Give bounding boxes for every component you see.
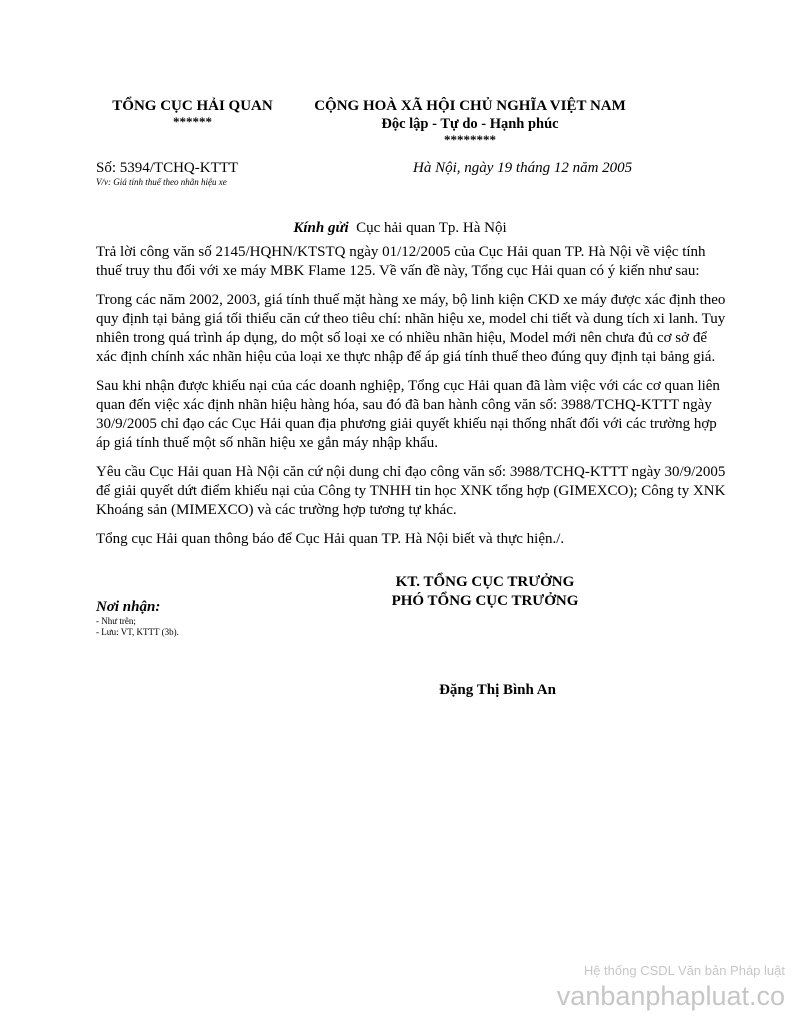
document-subject: V/v: Giá tính thuế theo nhãn hiệu xe bbox=[96, 177, 227, 187]
receivers-title: Nơi nhận: bbox=[96, 599, 161, 615]
watermark bbox=[500, 963, 785, 1011]
receivers-block bbox=[96, 599, 179, 638]
nation-stars: ******** bbox=[444, 132, 496, 147]
signer-title-line1: KT. TỔNG CỤC TRƯỞNG bbox=[395, 574, 575, 590]
recipient-label: Kính gửi bbox=[293, 220, 349, 236]
paragraph: Trong các năm 2002, 2003, giá tính thuế mặt hàng xe máy, bộ linh kiện CKD xe máy được xác định theo quy định tại bảng giá tối thiểu căn cứ theo tiêu chí: nhãn hiệu xe, model chi tiết và dung tích xi lanh. Tuy nhiên trong quá trình áp dụng, do một số loại xe có nhiều nhãn hiệu, Model mới nên chưa đủ cơ sở để xác định chính xác nhãn hiệu của loại xe thực nhập để áp giá tính thuế theo đúng quy định tại bảng giá. bbox=[96, 292, 726, 365]
agency-block bbox=[95, 98, 290, 129]
paragraph: Tổng cục Hải quan thông báo để Cục Hải quan TP. Hà Nội biết và thực hiện./. bbox=[96, 531, 565, 547]
recipient-name: Cục hải quan Tp. Hà Nội bbox=[356, 220, 507, 236]
paragraph: Sau khi nhận được khiếu nại của các doanh nghiệp, Tổng cục Hải quan đã làm việc với các cơ quan liên quan đến việc xác định nhãn hiệu hàng hóa, sau đó đã ban hành công văn số: 3988/TCHQ-KTTT ngày 30/9/2005 chỉ đạo các Cục Hải quan địa phương giải quyết khiếu nại thống nhất đối với các trường hợp áp giá tính thuế một số nhãn hiệu xe gắn máy nhập khẩu. bbox=[96, 378, 720, 451]
watermark-line1: Hệ thống CSDL Văn bản Pháp luật bbox=[583, 963, 785, 978]
document-number: Số: 5394/TCHQ-KTTT bbox=[96, 160, 239, 176]
agency-stars: ****** bbox=[173, 114, 212, 129]
receiver-item: - Như trên; bbox=[96, 616, 136, 626]
paragraph: Yêu cầu Cục Hải quan Hà Nội căn cứ nội dung chỉ đạo công văn số: 3988/TCHQ-KTTT ngày 30/9/2005 để giải quyết dứt điểm khiếu nại của Công ty TNHH tin học XNK tổng hợp (GIMEXCO); Công ty XNK Khoáng sản (MIMEXCO) và các trường hợp tương tự khác. bbox=[96, 464, 726, 518]
motto: Độc lập - Tự do - Hạnh phúc bbox=[381, 116, 559, 132]
paragraph: Trả lời công văn số 2145/HQHN/KTSTQ ngày 01/12/2005 của Cục Hải quan TP. Hà Nội về việc tính thuế truy thu đối với xe máy MBK Flame 125. Về vấn đề này, Tổng cục Hải quan có ý kiến như sau: bbox=[96, 244, 706, 279]
signer-title bbox=[380, 573, 590, 611]
agency-name: TỔNG CỤC HẢI QUAN bbox=[112, 98, 273, 114]
recipient-line bbox=[0, 220, 800, 237]
document-body bbox=[96, 243, 728, 559]
watermark-line2: vanbanphapluat.co bbox=[556, 981, 785, 1011]
receiver-item: - Lưu: VT, KTTT (3b). bbox=[96, 627, 179, 637]
nation-name: CỘNG HOÀ XÃ HỘI CHỦ NGHĨA VIỆT NAM bbox=[314, 98, 626, 114]
nation-block bbox=[298, 98, 642, 147]
signer-name: Đặng Thị Bình An bbox=[439, 682, 556, 698]
signer-title-line2: PHÓ TỔNG CỤC TRƯỞNG bbox=[391, 593, 579, 609]
document-date: Hà Nội, ngày 19 tháng 12 năm 2005 bbox=[413, 160, 633, 176]
